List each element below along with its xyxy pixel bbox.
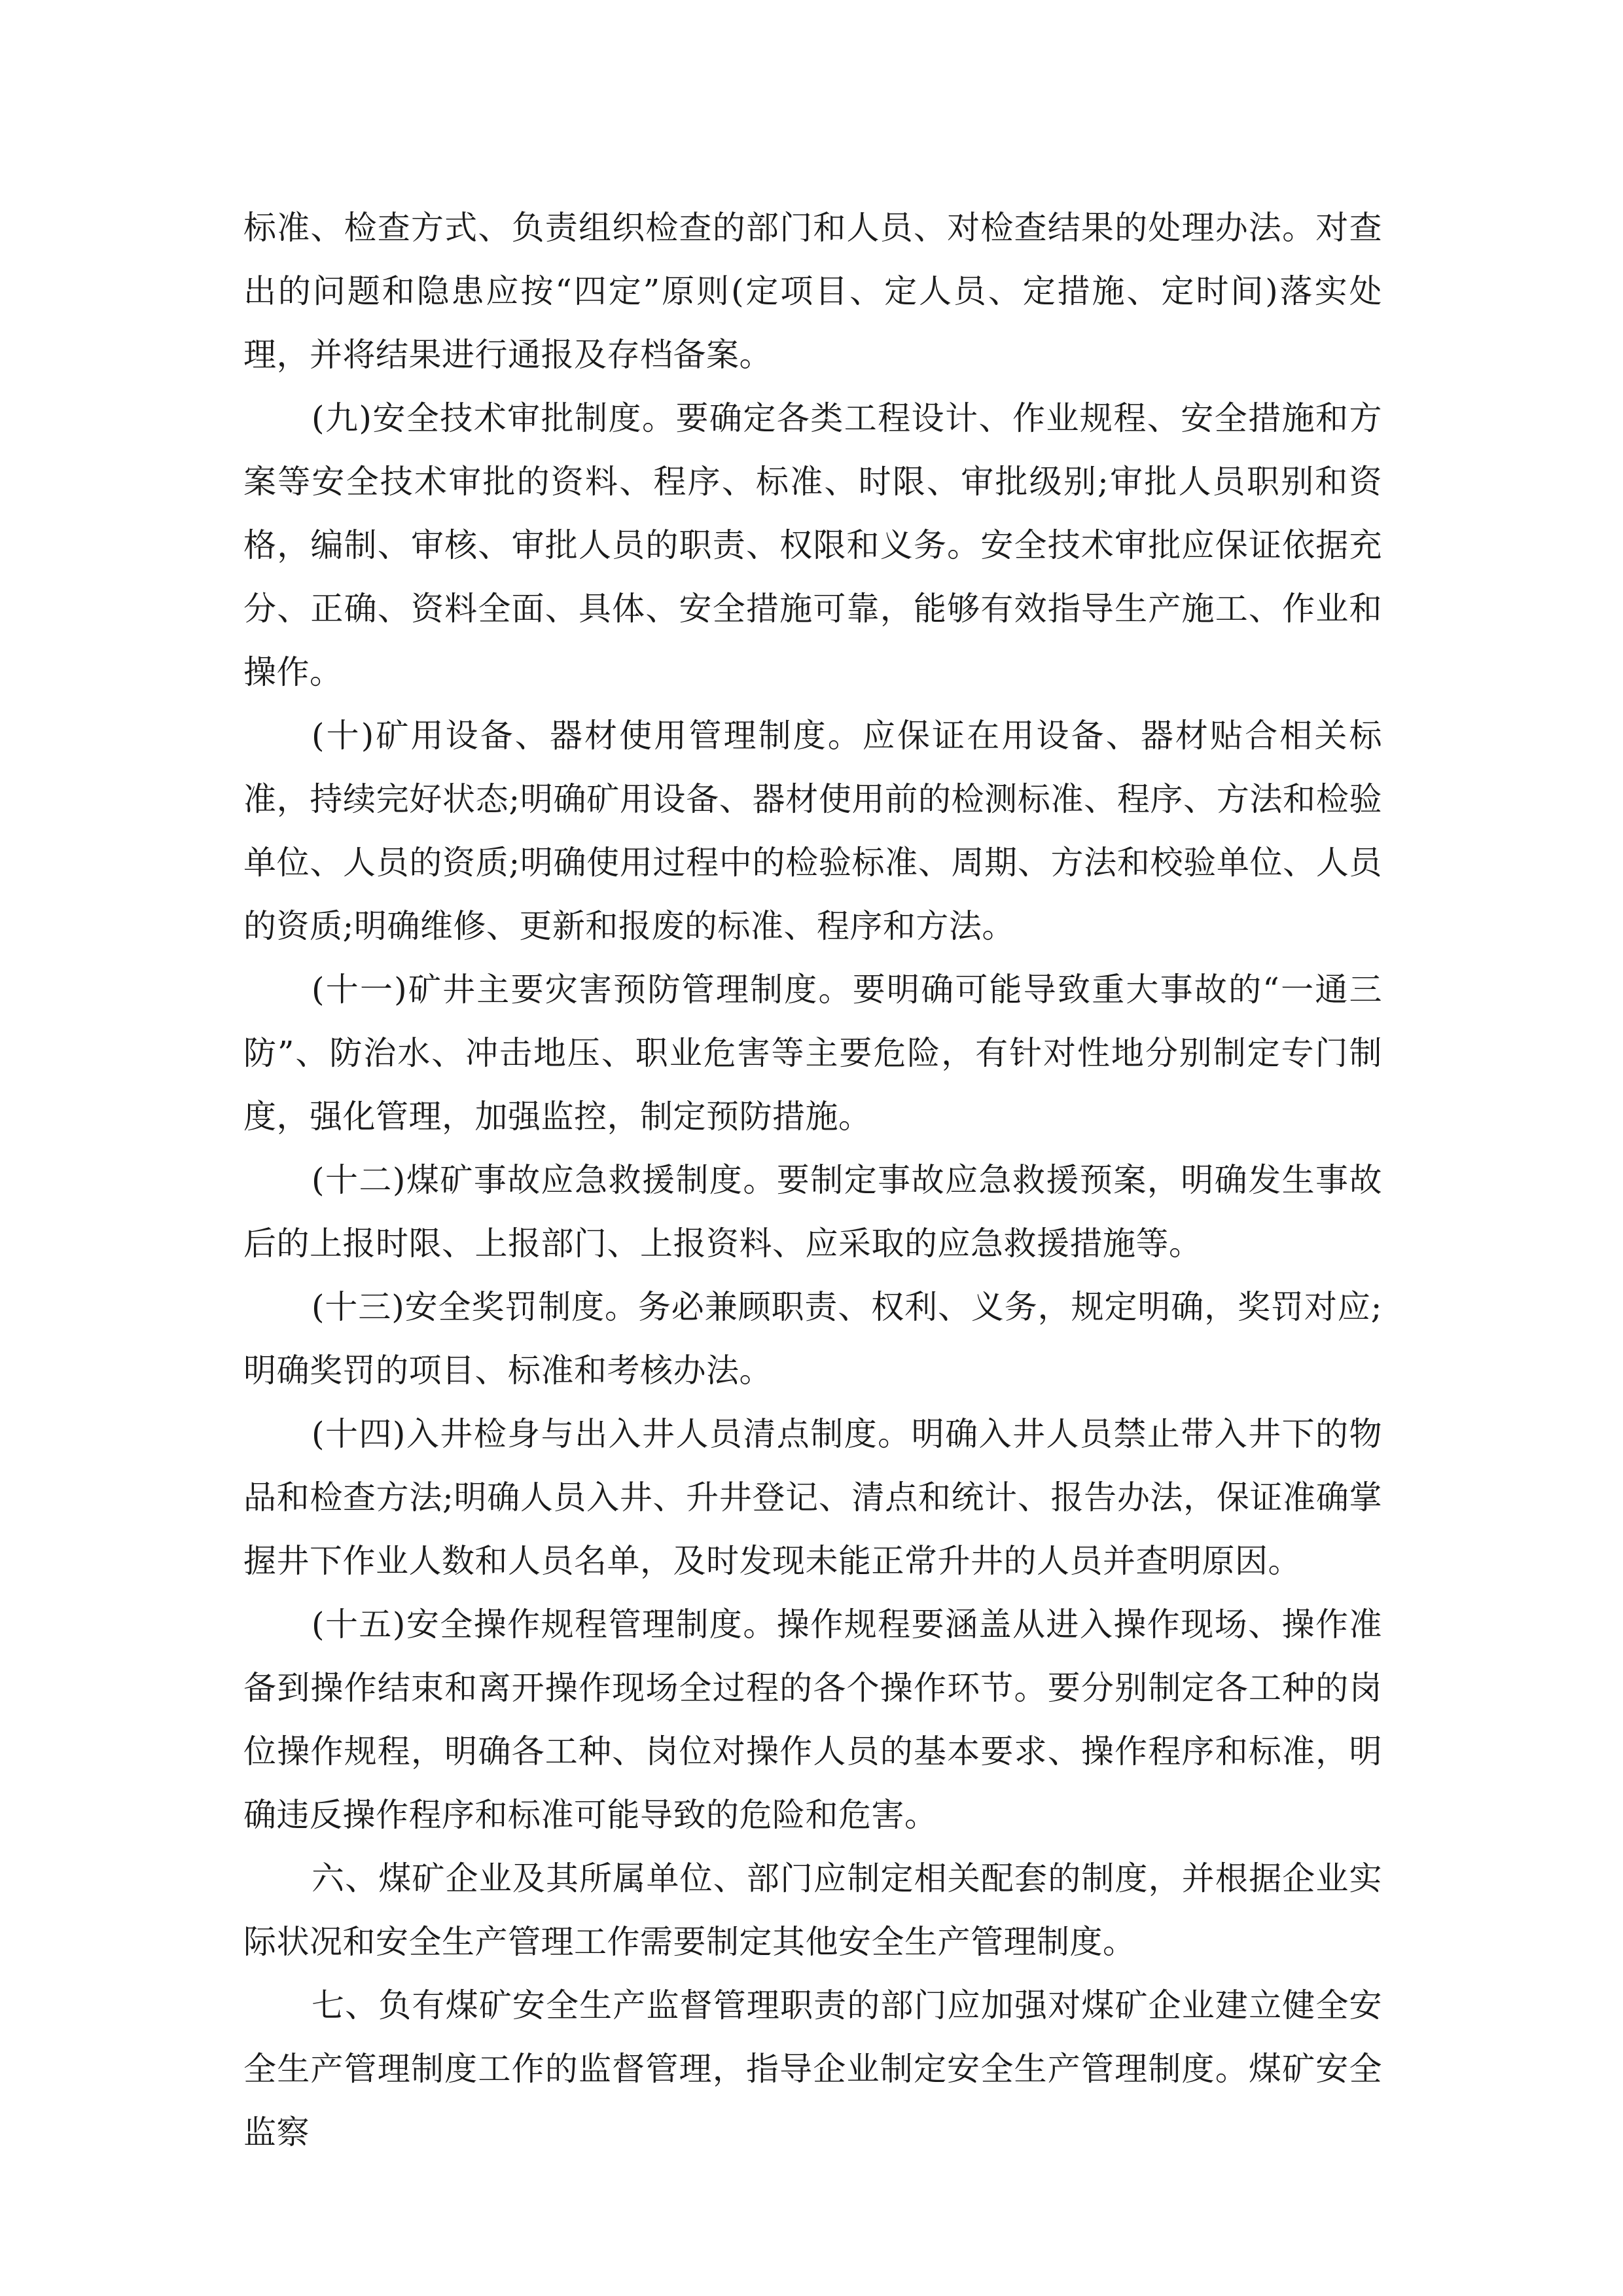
paragraph-10: 七、负有煤矿安全生产监督管理职责的部门应加强对煤矿企业建立健全安全生产管理制度工作的监督管理，指导企业制定安全生产管理制度。煤矿安全监察 [243, 1986, 1382, 2151]
paragraph-5: (十二)煤矿事故应急救援制度。要制定事故应急救援预案，明确发生事故后的上报时限、上报部门、上报资料、应采取的应急救援措施等。 [243, 1161, 1382, 1263]
body-text [243, 196, 1382, 2164]
paragraph-8: (十五)安全操作规程管理制度。操作规程要涵盖从进入操作现场、操作准备到操作结束和离开操作现场全过程的各个操作环节。要分别制定各工种的岗位操作规程，明确各工种、岗位对操作人员的基本要求、操作程序和标准，明确违反操作程序和标准可能导致的危险和危害。 [243, 1605, 1382, 1834]
paragraph-4: (十一)矿井主要灾害预防管理制度。要明确可能导致重大事故的“一通三防”、防治水、冲击地压、职业危害等主要危险，有针对性地分别制定专门制度，强化管理，加强监控，制定预防措施。 [243, 971, 1382, 1136]
paragraph-1: 标准、检查方式、负责组织检查的部门和人员、对检查结果的处理办法。对查出的问题和隐患应按“四定”原则(定项目、定人员、定措施、定时间)落实处理，并将结果进行通报及存档备案。 [243, 209, 1382, 374]
paragraph-2: (九)安全技术审批制度。要确定各类工程设计、作业规程、安全措施和方案等安全技术审批的资料、程序、标准、时限、审批级别;审批人员职别和资格，编制、审核、审批人员的职责、权限和义务。安全技术审批应保证依据充分、正确、资料全面、具体、安全措施可靠，能够有效指导生产施工、作业和操作。 [243, 399, 1382, 691]
paragraph-9: 六、煤矿企业及其所属单位、部门应制定相关配套的制度，并根据企业实际状况和安全生产管理工作需要制定其他安全生产管理制度。 [243, 1859, 1382, 1961]
paragraph-7: (十四)入井检身与出入井人员清点制度。明确入井人员禁止带入井下的物品和检查方法;明确人员入井、升井登记、清点和统计、报告办法，保证准确掌握井下作业人数和人员名单，及时发现未能正常升井的人员并查明原因。 [243, 1415, 1382, 1580]
paragraph-6: (十三)安全奖罚制度。务必兼顾职责、权利、义务，规定明确，奖罚对应;明确奖罚的项目、标准和考核办法。 [243, 1288, 1382, 1390]
paragraph-3: (十)矿用设备、器材使用管理制度。应保证在用设备、器材贴合相关标准，持续完好状态;明确矿用设备、器材使用前的检测标准、程序、方法和检验单位、人员的资质;明确使用过程中的检验标准、周期、方法和校验单位、人员的资质;明确维修、更新和报废的标准、程序和方法。 [243, 717, 1382, 945]
